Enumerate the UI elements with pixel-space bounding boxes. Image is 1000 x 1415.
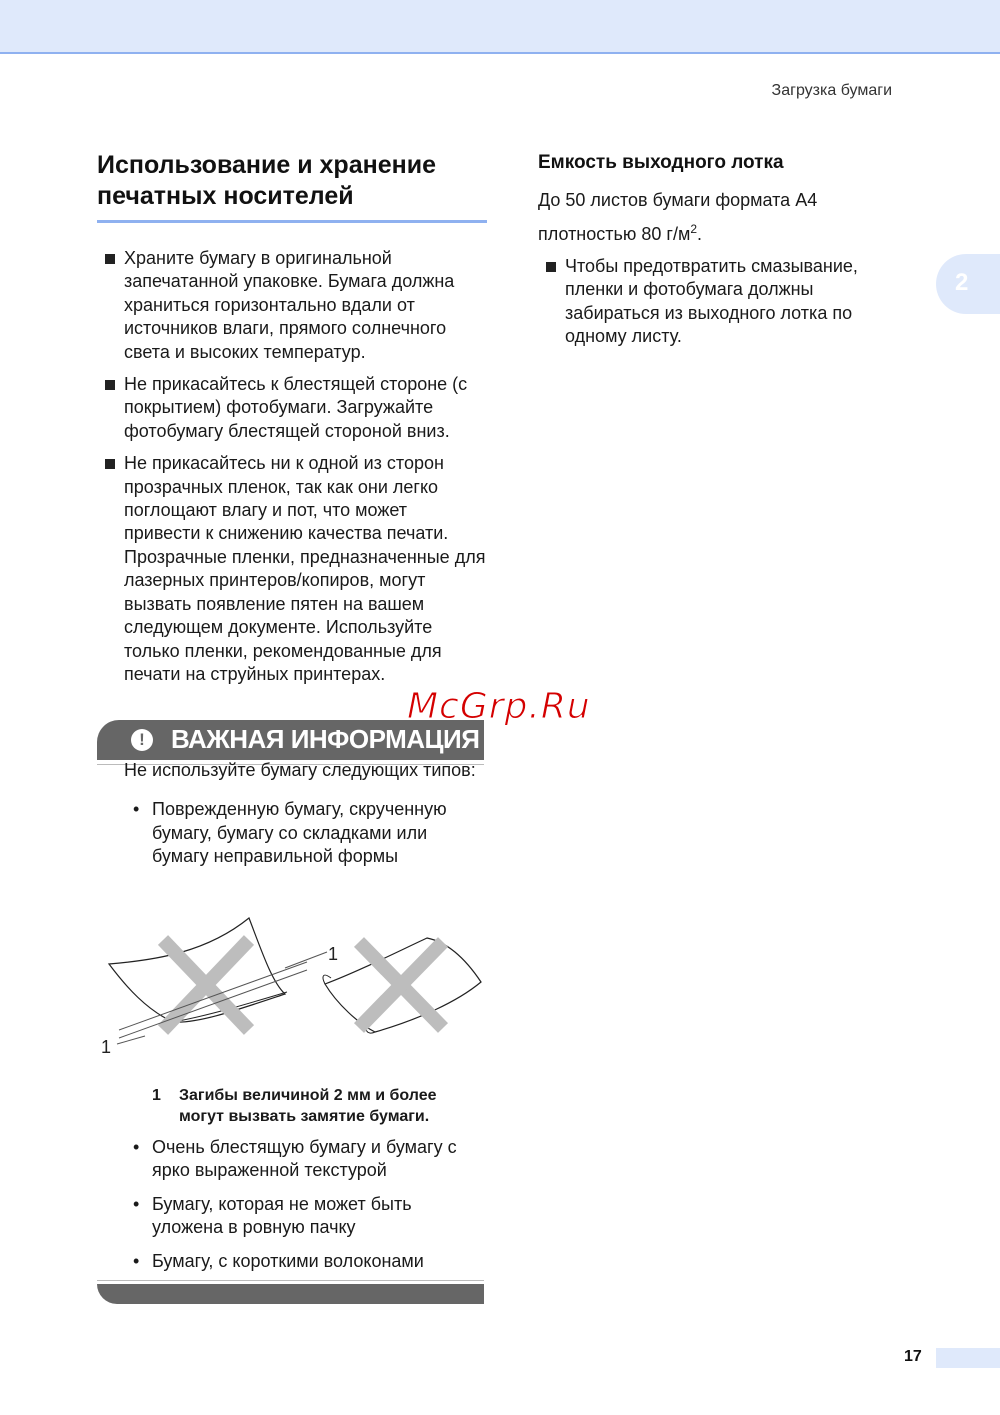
caption-text: Загибы величиной 2 мм и более могут вызвать замятие бумаги. (179, 1087, 437, 1125)
curled-paper-figure (97, 912, 487, 1062)
left-column (97, 150, 487, 695)
important-body (97, 760, 484, 869)
output-tray-bullets (538, 255, 898, 349)
avoid-list-bottom (124, 1136, 486, 1283)
storage-bullets (97, 247, 487, 686)
divider (97, 1280, 484, 1281)
list-item: Храните бумагу в оригинальной запечатанной упаковке. Бумага должна храниться горизонтально вдали от источников влаги, прямого солнечного света и высоких температур. (97, 247, 487, 364)
avoid-list-top (124, 798, 484, 868)
list-item: • Бумагу, с короткими волоконами (124, 1250, 486, 1273)
curled-paper-illustration (97, 912, 487, 1062)
right-column (538, 152, 898, 358)
caption-number: 1 (152, 1087, 161, 1104)
page-number: 17 (904, 1348, 922, 1365)
callout-label: 1 (328, 944, 339, 964)
list-item: • Поврежденную бумагу, скрученную бумагу, бумагу со складками или бумагу неправильной формы (133, 799, 447, 867)
important-footer-bar (97, 1284, 484, 1304)
subsection-title: Емкость выходного лотка (538, 152, 784, 173)
exclamation-icon: ! (131, 729, 153, 751)
list-item: Не прикасайтесь ни к одной из сторон прозрачных пленок, так как они легко поглощают влагу и пот, что может привести к снижению качества печати. Прозрачные пленки, предназначенные для лазерных принтеров/копиров, могут вызвать появление пятен на вашем следующем документе. Используйте только пленки, рекомендованные для печати на струйных принтерах. (97, 452, 487, 686)
capacity-text: До 50 листов бумаги формата A4 плотностью 80 $г/м^2$. (538, 190, 818, 244)
dot-bullet-icon: • (133, 799, 140, 820)
watermark: McGrp.Ru (407, 686, 591, 727)
dot-bullet-icon: • (133, 1193, 140, 1214)
important-intro: Не используйте бумагу следующих типов: (124, 760, 476, 780)
square-bullet-icon (105, 459, 115, 469)
important-title: ВАЖНАЯ ИНФОРМАЦИЯ (171, 724, 480, 754)
important-box (97, 720, 484, 879)
callout-label: 1 (101, 1037, 112, 1057)
chapter-number: 2 (955, 269, 969, 296)
running-head: Загрузка бумаги (771, 82, 892, 99)
list-item: Чтобы предотвратить смазывание, пленки и фотобумага должны забираться из выходного лотка по одному листу. (538, 255, 898, 349)
list-item: Не прикасайтесь к блестящей стороне (с покрытием) фотобумаги. Загружайте фотобумагу блестящей стороной вниз. (97, 373, 487, 443)
square-bullet-icon (546, 262, 556, 272)
top-band (0, 0, 1000, 54)
dot-bullet-icon: • (133, 1250, 140, 1271)
square-bullet-icon (105, 380, 115, 390)
square-bullet-icon (105, 254, 115, 264)
list-item: • Бумагу, которая не может быть уложена в ровную пачку (133, 1193, 412, 1238)
page-number-tab (936, 1348, 1000, 1368)
dot-bullet-icon: • (133, 1137, 140, 1157)
list-item: • Очень блестящую бумагу и бумагу с ярко выраженной текстурой (133, 1137, 457, 1181)
figure-caption (152, 1085, 482, 1127)
chapter-tab (936, 254, 1000, 314)
section-title: Использование и хранение печатных носителей (97, 150, 487, 223)
